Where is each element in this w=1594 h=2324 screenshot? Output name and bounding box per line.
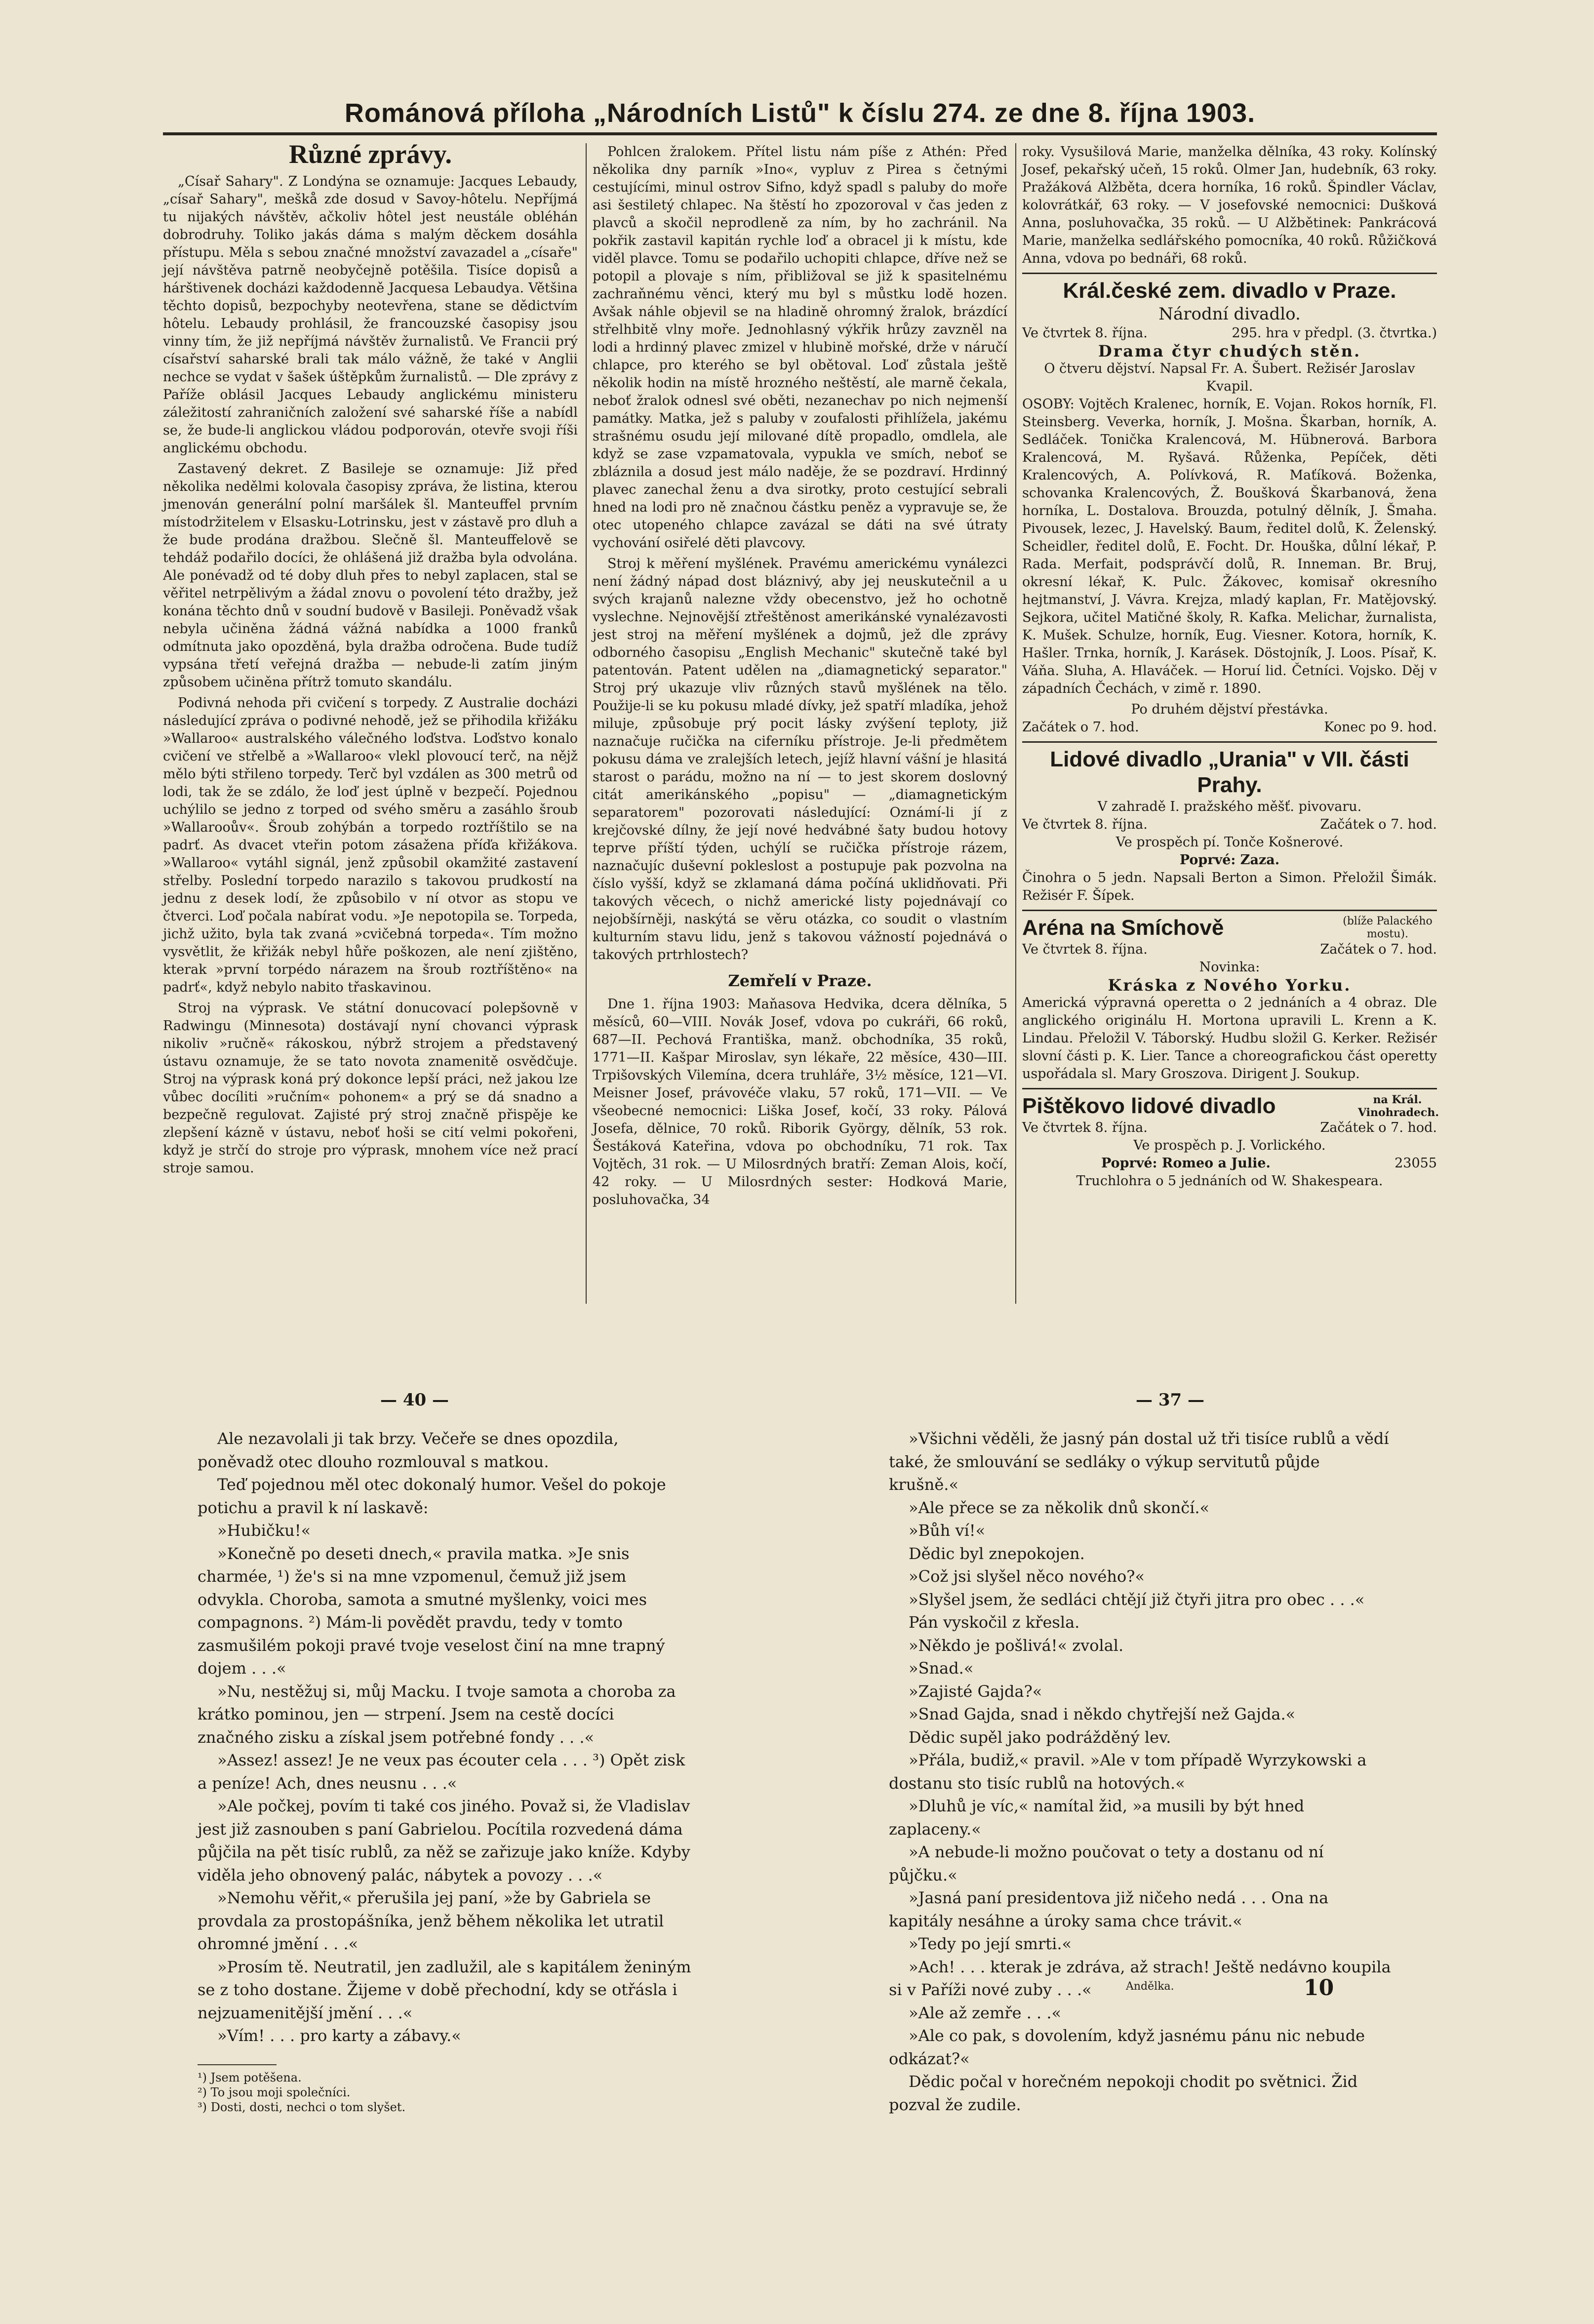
novel-paragraph: Teď pojednou měl otec dokonalý humor. Vešel do pokoje potichu a pravil k ní laskavě: — [198, 1475, 666, 1517]
novel-paragraph: »Ale až zemře . . .« — [909, 2003, 1062, 2022]
cast-list: OSOBY: Vojtěch Kralenec, horník, E. Vojan. Rokos horník, Fl. Steinsberg. Veverka, horník, J. Mošna. Škarban, horník, A. Sedláček. Tonička Kralencová, M. Hübnerová. Barbora Kralencová, M. Ryšavá. Růženka, Pepíček, děti Kralencových, A. Polívková, R. Maťíková. Boženka, schovanka Kralencových, Ž. Boušková Škarbanová, žena horníka, L. Dostalova. Brouzda, potulný dělník, J. Šmaha. Pivousek, lezec, J. Havelský. Baum, ředitel dolů, K. Želenský. Scheidler, ředitel dolů, E. Focht. Dr. Houška, důlní lékař, P. Rada. Merfait, podsprávčí dolů, R. Inneman. Br. Bruj, okresní lékař, K. Pulc. Žákovec, komisař okresního hejtmanství, J. Vávra. Krejza, mladý kaplan, Fr. Matějovský. Sejkora, učitel Matičné školy, R. Kafka. Melichar, žurnalista, K. Mušek. Schulze, horník, Eug. Viesner. Kotora, horník, K. Hašler. Trnka, horník, J. Karásek. Döstojník, J. Loos. Písař, K. Váňa. Sluha, A. Hlaváček. — Horuí lid. Četníci. Vojsko. Děj v západních Čechách, v zimě r. 1890. — [1022, 397, 1437, 696]
novel-paragraph: »Přála, budiž,« pravil. »Ale v tom případě Wyrzykowski a dostanu sto tisíc rublů na hotových.« — [889, 1751, 1367, 1793]
novel-paragraph: Ale nezavolali ji tak brzy. Večeře se dnes opozdila, poněvadž otec dlouho rozmlouval s matkou. — [198, 1429, 619, 1471]
novel-paragraph: »Všichni věděli, že jasný pán dostal už tři tisíce rublů a vědí také, že smlouvání se sedláky o výkup servitutů půjde krušně.« — [889, 1429, 1389, 1494]
novel-paragraph: »Což jsi slyšel něco nového?« — [909, 1567, 1145, 1586]
performance-number: 295. hra v předpl. (3. čtvrtka.) — [1232, 325, 1437, 341]
page-number-right: — 37 — — [1136, 1390, 1204, 1410]
novel-paragraph: »Slyšel jsem, že sedláci chtějí již čtyři jitra pro obec . . .« — [909, 1590, 1365, 1609]
section-title: Různé zprávy. — [289, 139, 452, 169]
play-title: Drama čtyr chudých stěn. — [1098, 342, 1361, 361]
ad-code: 23055 — [1395, 1156, 1437, 1171]
performance-day: Ve čtvrtek 8. října. — [1022, 1120, 1148, 1135]
deaths-title: Zemřelí v Praze. — [728, 971, 872, 990]
article-spanking-machine: Stroj na výprask. Ve státní donucovací polepšovně v Radwingu (Minnesota) dostávají nyní chovanci výprask nikoliv »ručně« rákoskou, nýbrž strojem a představený ústavu oznamuje, že se tato novota znamenitě osvědčuje. Stroj na výprask koná prý dokonce lepší práci, než jakou lze vůbec docíliti »ručním« pohonem« a prý se dá snadno a bezpečně regulovat. Zajisté prý stroj značně přispěje ke zlepšení kázně v ústavu, neboť hoši se cití velmi pokořeni, když je strčí do stroje pro výprask, mnohem více než prací stroje samou. — [163, 1001, 578, 1176]
footnote: ¹) Jsem potěšena. — [198, 2070, 302, 2084]
performance-day: Ve čtvrtek 8. října. — [1022, 817, 1148, 832]
theater-location: V zahradě I. pražského měšť. pivovaru. — [1097, 799, 1362, 814]
theater-name: Lidové divadlo „Urania" v VII. části Prahy. — [1050, 747, 1409, 797]
start-time: Začátek o 7. hod. — [1320, 1120, 1437, 1135]
debut-note: Poprvé: Romeo a Julie. — [1101, 1156, 1271, 1171]
novel-paragraph: Dědic supěl jako podrážděný lev. — [909, 1727, 1171, 1747]
theater-national — [1022, 273, 1437, 736]
column-theaters — [1022, 143, 1437, 1190]
novel-paragraph: »Ach! . . . kterak je zdráva, až strach! Ještě nedávno koupila si v Paříži nové zuby . . .« — [889, 1957, 1391, 1999]
debut-note: Poprvé: Zaza. — [1179, 852, 1280, 868]
novel-right-page — [889, 1427, 1393, 2116]
column-various-news — [163, 139, 578, 1180]
masthead-rule — [163, 132, 1437, 135]
footnote: ³) Dosti, dosti, nechci o tom slyšet. — [198, 2100, 406, 2114]
theater-name: Aréna na Smíchově — [1022, 916, 1224, 940]
footnote: ²) To jsou moji společníci. — [198, 2085, 351, 2099]
article-torpedo-accident: Podivná nehoda při cvičení s torpedy. Z Australie docházi následující zpráva o podivné nehodě, jež se přihodila křižáku »Wallaroo« australského válečného loďstva. Loďstvo konalo cvičení ve střelbě a »Wallaroo« vlekl plovoucí terč, na nějž mělo býti střileno torpedy. Terč byl vzdálen as 300 metrů od lodi, tak že se zdálo, že loď jest úplně v bezpečí. Pojednou uchýlilo se jedno z torped od svého směru a zasáhlo šroub »Wallarooův«. Šroub zohýbán a torpedo roztříštilo se na padrť. As dvacet vteřin potom zásažena příďa křižákova. »Wallaroo« vytáhl signál, jenž způsobil okamžité zastavení střelby. Poslední torpedo narazilo s takovou prudkostí na jednu z desek lodí, že způsobilo v ní otvor as stopu ve čtverci. Loď počala nabírat vodu. »Je nepotopila se. Torpeda, jichž užito, byla tak zvaná »cvičebná torpeda«. Tím možno vysvětlit, že křižák nebyl hůře poškozen, ale není zjištěno, kterak »první torpédo nárazem na šroub roztříštěno« na padrť«, když nebylo nabito třaskavinou. — [163, 695, 578, 995]
page-number-left: — 40 — — [380, 1390, 449, 1410]
deaths-continued: roky. Vysušilová Marie, manželka dělníka, 43 roky. Kolínský Josef, pekařský učeň, 15 roků. Olmer Jan, hudebník, 63 roky. Pražáková Alžběta, dcera horníka, 16 roků. Špindler Václav, kolovrátkář, 63 roky. — V josefovské nemocnici: Dušková Anna, posluhovačka, 35 roků. — U Alžbětinek: Pankrácová Marie, manželka sedlářského pomocníka, 40 roků. Růžičková Anna, vdova po bednáři, 68 roků. — [1022, 144, 1437, 266]
novel-paragraph: »Nu, nestěžuj si, můj Macku. I tvoje samota a choroba za krátko pominou, jen — strpení. Jsem na cestě docíci značného zisku a získal jsem potřebné fondy . . .« — [198, 1682, 676, 1747]
novel-left-page — [198, 1427, 691, 2115]
start-time: Začátek o 7. hod. — [1320, 942, 1437, 957]
article-thought-machine: Stroj k měření myšlének. Pravému americkému vynálezci není žádný nápad dost bláznivý, aby jej neuskutečnil a u svých krajanů nalezne vždy obecenstvo, jež ho ochotně vyslechne. Nejnovější ztřeštěnost amerikánské vynalézavosti jest stroj na měření myšlének a dojmů, jež dle zprávy odborného časopisu „English Mechanic" skutečně také byl patentován. Patent udělen na „diamagnetický separator." Stroj prý ukazuje vliv různých stavů myšlének na tělo. Použije-li se ku pokusu mladé dívky, jež spatří mladíka, jehož miluje, způsobuje prý pocit lásky zvýšení teploty, již naznačuje ručička na ciferníku přístroje. Je-li předmětem pokusu dáma ve zralejších letech, jejíž hlavní vášní je hlasitá starost o parádu, možno na ní — to jest skorem doslovný citát amerikánského „popisu" — „diamagnetickým separatorem" pozorovati následující: Oznámí-li jí z krejčovské dílny, že její nové hedvábné šaty budou hotovy teprve příští týden, uchýlí se ručička přístroje rázem, naznačujíc duševní pokleslost a postupuje pak pozvolna na číslo vyšší, když se zklamaná dáma počíná uklidňovati. Při takových věcech, o nichž americké listy pojednávají co nejobšírněji, naskýtá se věru otázka, co soudit o vlastním kulturním stavu lidu, jenž s takovou vážností pojednává o takových prtrhlostech? — [593, 556, 1007, 962]
novel-paragraph: Pán vyskočil z křesla. — [909, 1613, 1080, 1632]
end-time: Konec po 9. hod. — [1324, 720, 1437, 735]
novel-paragraph: »Jasná paní presidentova již ničeho nedá . . . Ona na kapitály nesáhne a úroky sama chce trávit.« — [889, 1888, 1329, 1930]
novel-paragraph: »Tedy po její smrti.« — [909, 1934, 1072, 1953]
article-shark: Pohlcen žralokem. Přítel listu nám píše z Athén: Před několika dny parník »Ino«, vypluv z Pirea s četnými cestujícími, minul ostrov Sifno, když spadl s paluby do moře asi šestiletý chlapec. Na štěstí ho zpozoroval v čas jeden z plavců a skočil neprodleně za ním, by ho zachránil. Na pokřik zastavil kapitán rychle loď a obracel ji k místu, kde viděl plavce. Tomu se podařilo uchopiti chlapce, dříve než se potopil a plovaje s ním, přibližoval se již k spasitelnému zachraňnému věnci, který mu byl s můstku lodě hozen. Avšak náhle objevil se na hladině ohromný žralok, brázdící střelhbitě vlny moře. Jednohlasný výkřik hrůzy zavzněl na lodi a hrdinný plavec zmizel v hlubině mořské, drže v náručí chlapce, pro kterého se byl obětoval. Loď zůstala ještě několik hodin na místě hrozného neštěstí, ale marně čekala, neboť žralok odnesl své oběti, nezanechav po nich nejmenší památky. Matka, jež s paluby v zoufalosti přihlížela, jakému strašnému osudu její milované dítě propadlo, omdlela, ale když se zase vzpamatovala, vypukla ve smích, neboť se zbláznila a dosud jest málo naděje, že se pozdraví. Hrdinný plavec zanechal ženu a dva sirotky, proto cestující sebrali hned na lodi pro ně značnou částku peněz a vypravuje se, že otec utopeného chlapce zavázal se dáti na své útraty vychování osiřelé děti plavcovy. — [593, 144, 1007, 551]
article-emperor-sahara: „Císař Sahary". Z Londýna se oznamuje: Jacques Lebaudy, „císař Sahary", meškå zde dosud v Savoy-hôtelu. Nepříjmá tu nijakých návštěv, ačkoliv hôtel jest neustále obléhán dobrodruhy. Toliko jakás dáma s malým děckem dosáhla přístupu. Měla s sebou značné množství zavazadel a „císaře" její návštěva patrně neobyčejně potěšila. Tisíce dopisů a hárštivenek docházi každodenně Jacquesa Lebaudya. Většina těchto dopisů, bezpochyby neotevřena, stane se dědictvím hôtelu. Lebaudy prohlásil, že francouzské časopisy jsou vinny tím, že již nepříjmá návštěv žurnalistů. Ve Francii prý císařství saharské brali tak málo vážně, že také v Anglii nechce se vydat v šašek úštěpkům žurnalistů. — Dle zprávy z Paříže oblásil Jacques Lebaudy anglickému ministeru záležitostí zahraničních založení své saharské říše a nabídl se, že bude-li anglickou vládou podporován, otevře svoji říši anglickému obchodu. — [163, 174, 578, 456]
bottom-mark: Andělka. — [1126, 1980, 1174, 1993]
footnote-rule — [198, 2064, 277, 2065]
novel-paragraph: »Nemohu věřit,« přerušila jej paní, »že by Gabriela se provdala za prostopášníka, jenž během několika let utratil ohromné jmění . . .« — [198, 1888, 664, 1953]
theater-suffix: na Král. Vinohradech. — [1358, 1093, 1439, 1119]
novel-paragraph: »Vím! . . . pro karty a zábavy.« — [217, 2026, 461, 2045]
novel-paragraph: »Bůh ví!« — [909, 1521, 986, 1540]
performance-day: Ve čtvrtek 8. října. — [1022, 942, 1148, 957]
novel-paragraph: »Zajisté Gajda?« — [909, 1682, 1042, 1701]
novel-paragraph: »Dluhů je víc,« namítal žid, »a musili by být hned zaplaceny.« — [889, 1797, 1305, 1839]
theater-note: (blíže Palackého mostu). — [1343, 915, 1433, 940]
novel-paragraph: »Konečně po deseti dnech,« pravila matka. »Je snis charmée, ¹) že's si na mne vzpomenul, čemuž již jsem odvykla. Choroba, samota a smutné myšlenky, voici mes compagnons. ²) Mám-li povědět pravdu, tedy v tomto zasmušilém pokoji pravé tvoje veselost činí na mne trapný dojem . . .« — [198, 1544, 665, 1678]
novel-paragraph: Dědic počal v horečném nepokoji chodit po světnici. Žid pozval že zudile. — [889, 2072, 1358, 2114]
novel-paragraph: »A nebude-li možno poučovat o tety a dostanu od ní půjčku.« — [889, 1843, 1324, 1884]
column-divider — [1015, 143, 1016, 1304]
start-time: Začátek o 7. hod. — [1022, 720, 1139, 735]
novel-paragraph: »Assez! assez! Je ne veux pas écouter cela . . . ³) Opět zisk a peníze! Ach, dnes neusnu . . .« — [198, 1751, 685, 1793]
column-divider — [586, 143, 587, 1304]
intermission-note: Po druhém dějství přestávka. — [1131, 702, 1328, 717]
theater-name: Pištěkovo lidové divadlo — [1022, 1094, 1276, 1118]
theater-subtitle: Národní divadlo. — [1158, 304, 1301, 324]
start-time: Začátek o 7. hod. — [1320, 817, 1437, 832]
deaths-list: Dne 1. října 1903: Maňasova Hedvika, dcera dělníka, 5 měsíců, 60—VIII. Novák Josef, vdova po cukráři, 66 roků, 687—II. Pechová Františka, manž. obchodníka, 35 roků, 1771—II. Kašpar Miroslav, syn lékaře, 22 měsíce, 430—III. Trpišovských Vilemína, dcera truhláře, 3½ měsíce, 121—VI. Meisner Josef, právovéče vlaku, 57 roků, 171—VII. — Ve všeobecné nemocnici: Liška Josef, kočí, 33 roky. Pálová Josefa, dělnice, 70 roků. Riborik György, dělník, 53 rok. Šestáková Kateřina, vdova po obchodníku, 71 rok. Tax Vojtěch, 31 rok. — U Milosrdných bratří: Zeman Alois, kočí, 42 roky. — U Milosrdných sester: Hodková Marie, posluhovačka, 34 — [593, 997, 1007, 1207]
play-info: O čtveru dějství. Napsal Fr. A. Šubert. Režisér Jaroslav Kvapil. — [1044, 361, 1415, 394]
performance-day: Ve čtvrtek 8. října. — [1022, 325, 1148, 341]
article-suspended-decree: Zastavený dekret. Z Basileje se oznamuje: Již před několika nedělmi kolovala časopisy zpráva, že listina, kterou jmenován generální polní maršálek šl. Manteuffel prvním místodržitelem v Elsasku-Lotrinsku, jest v zástavě pro dluh a že bude prodána dražbou. Slečně šl. Manteuffelově se tehdáž podařilo docíci, že ohlášená již dražba byla odvolána. Ale ponévadž od té doby dluh přes to nebyl zaplacen, stal se věřitel netrpělivým a žádal znovu o povolení této dražby, jež konána těchto dnů v soudní budově v Basileji. Poněvadž však nebyla učiněna žádná vážná nabídka a 1000 franků odmítnuta jako opozděná, byla dražba odročena. Bude tudíž vypsána třetí veřejná dražba — nebude-li zatím jiným způsobem učiněna přítrž tomuto skandálu. — [163, 461, 578, 690]
novel-paragraph: »Snad Gajda, snad i někdo chytřejší než Gajda.« — [909, 1705, 1296, 1723]
sheet-number: 10 — [1304, 1975, 1334, 2001]
novel-paragraph: »Snad.« — [909, 1659, 974, 1678]
column-middle — [593, 143, 1007, 1212]
novel-paragraph: »Hubičku!« — [217, 1521, 311, 1540]
masthead: Románová příloha „Národních Listů" k číslu 274. ze dne 8. října 1903. — [344, 98, 1256, 128]
benefit-note: Ve prospěch pí. Tonče Košnerové. — [1116, 835, 1344, 850]
benefit-note: Ve prospěch p. J. Vorlického. — [1133, 1138, 1326, 1153]
play-info: Americká výpravná operetta o 2 jednáních a 4 obraz. Dle anglického originálu H. Mortona upravili L. Krenn a K. Lindau. Přeložil V. Táborský. Hudbu složil G. Kerker. Režisér slovní části p. K. Lier. Tance a choreografickou část operetty uspořádala sl. Mary Groszova. Dirigent J. Soukup. — [1022, 995, 1437, 1082]
play-title: Kráska z Nového Yorku. — [1108, 976, 1352, 995]
novel-paragraph: »Někdo je pošlivá!« zvolal. — [909, 1636, 1124, 1655]
novel-paragraph: »Prosím tě. Neutratil, jen zadlužil, ale s kapitálem ženiným se z toho dostane. Žijeme v době přechodní, kdy se otřásla i nejzuamenitější jmění . . .« — [198, 1957, 691, 2022]
play-info: Truchlohra o 5 jednáních od W. Shakespeara. — [1076, 1173, 1383, 1189]
play-info: Činohra o 5 jedn. Napsali Berton a Simon. Přeložil Šimák. Režisér F. Šípek. — [1022, 870, 1437, 903]
novel-paragraph: »Ale počkej, povím ti také cos jiného. Považ si, že Vladislav jest již zasnouben s paní Gabrielou. Pocítila rozvedená dáma půjčila na pět tisíc rublů, za něž se zařizuje jako kníže. Kdyby viděla jeho obnovený palác, nábytek a povozy . . .« — [198, 1797, 690, 1884]
novel-paragraph: »Ale přece se za několik dnů skončí.« — [909, 1498, 1210, 1517]
theater-pistek — [1022, 1088, 1437, 1190]
novelty-label: Novinka: — [1199, 960, 1260, 975]
novel-paragraph: Dědic byl znepokojen. — [909, 1544, 1085, 1563]
novel-paragraph: »Ale co pak, s dovolením, když jasnému pánu nic nebude odkázat?« — [889, 2026, 1365, 2068]
theater-name: Král.české zem. divadlo v Praze. — [1063, 279, 1396, 303]
theater-urania — [1022, 741, 1437, 905]
theater-smichov — [1022, 910, 1437, 1083]
